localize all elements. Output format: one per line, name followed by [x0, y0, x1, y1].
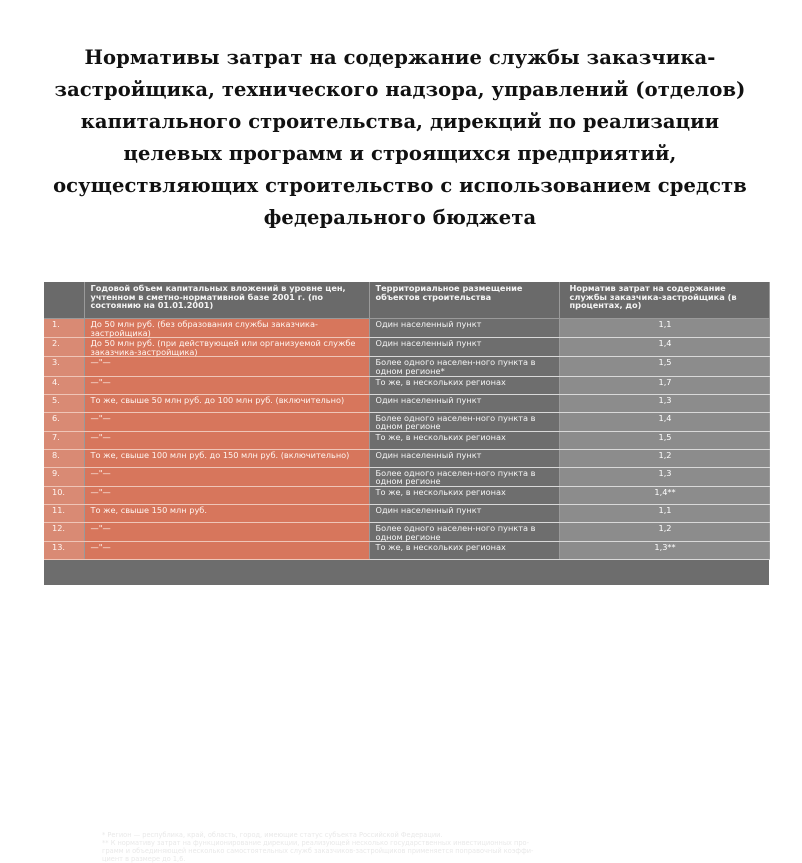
row-number-cell: 10.: [44, 486, 84, 504]
row-volume-cell: —"—: [84, 431, 369, 449]
table-body: [44, 319, 769, 560]
row-territory-cell: Более одного населен-ного пункта в одном регионе: [369, 412, 559, 431]
row-volume-cell: —"—: [84, 467, 369, 486]
table-row: [44, 338, 769, 357]
table-row: [44, 394, 769, 412]
table-header-row: [44, 282, 769, 319]
row-number-cell: 6.: [44, 412, 84, 431]
row-number-cell: 12.: [44, 522, 84, 541]
row-volume-cell: До 50 млн руб. (при действующей или организуемой службе заказчика-застройщика): [84, 338, 369, 357]
row-norm-cell: 1,1: [559, 504, 769, 522]
row-number-cell: 11.: [44, 504, 84, 522]
title-line: федерального бюджета: [263, 206, 537, 229]
row-volume-cell: —"—: [84, 376, 369, 394]
row-norm-cell: 1,4: [559, 338, 769, 357]
row-volume-cell: То же, свыше 150 млн руб.: [84, 504, 369, 522]
title-line: осуществляющих строительство с использованием средств: [53, 174, 747, 197]
row-volume-cell: —"—: [84, 522, 369, 541]
slide-title: [30, 42, 770, 234]
row-norm-cell: 1,3**: [559, 542, 769, 560]
row-territory-cell: Один населенный пункт: [369, 319, 559, 338]
row-territory-cell: То же, в нескольких регионах: [369, 486, 559, 504]
table-row: [44, 486, 769, 504]
row-number-cell: 4.: [44, 376, 84, 394]
table-footnotes: [102, 831, 802, 863]
table-row: [44, 467, 769, 486]
row-number-cell: 5.: [44, 394, 84, 412]
row-territory-cell: Более одного населен-ного пункта в одном регионе: [369, 467, 559, 486]
norms-table: [44, 282, 770, 560]
row-norm-cell: 1,4: [559, 412, 769, 431]
row-territory-cell: Более одного населен-ного пункта в одном регионе*: [369, 357, 559, 376]
table-row: [44, 431, 769, 449]
footnote: циент в размере до 1,6.: [102, 855, 186, 863]
footnote: * Регион — республика, край, область, город, имеющие статус субъекта Российской Федерации.: [102, 831, 443, 839]
table-row: [44, 504, 769, 522]
row-norm-cell: 1,3: [559, 394, 769, 412]
footnote: грамм и объединяющей несколько самостоятельных служб заказчиков-застройщиков применяется поправочный коэффи-: [102, 847, 534, 855]
title-line: целевых программ и строящихся предприятий,: [123, 142, 677, 165]
row-territory-cell: То же, в нескольких регионах: [369, 431, 559, 449]
row-territory-cell: Один населенный пункт: [369, 449, 559, 467]
row-norm-cell: 1,4**: [559, 486, 769, 504]
header-number: [44, 282, 84, 319]
row-norm-cell: 1,2: [559, 449, 769, 467]
header-norm: Норматив затрат на содержание службы заказчика-застройщика (в процентах, до): [559, 282, 769, 319]
row-volume-cell: То же, свыше 50 млн руб. до 100 млн руб. (включительно): [84, 394, 369, 412]
title-line: капитального строительства, дирекций по реализации: [80, 110, 720, 133]
header-territory: Территориальное размещение объектов строительства: [369, 282, 559, 319]
row-volume-cell: —"—: [84, 357, 369, 376]
row-number-cell: 7.: [44, 431, 84, 449]
row-territory-cell: Один населенный пункт: [369, 394, 559, 412]
row-volume-cell: —"—: [84, 486, 369, 504]
row-territory-cell: То же, в нескольких регионах: [369, 376, 559, 394]
row-number-cell: 9.: [44, 467, 84, 486]
row-number-cell: 8.: [44, 449, 84, 467]
header-volume: Годовой объем капитальных вложений в уровне цен, учтенном в сметно-нормативной базе 2001 г. (по состоянию на 01.01.2001): [84, 282, 369, 319]
row-norm-cell: 1,5: [559, 431, 769, 449]
row-volume-cell: —"—: [84, 412, 369, 431]
row-number-cell: 1.: [44, 319, 84, 338]
row-norm-cell: 1,3: [559, 467, 769, 486]
row-number-cell: 3.: [44, 357, 84, 376]
table-row: [44, 449, 769, 467]
row-norm-cell: 1,5: [559, 357, 769, 376]
table-row: [44, 542, 769, 560]
table-row: [44, 319, 769, 338]
row-volume-cell: То же, свыше 100 млн руб. до 150 млн руб. (включительно): [84, 449, 369, 467]
row-norm-cell: 1,2: [559, 522, 769, 541]
table-row: [44, 376, 769, 394]
row-norm-cell: 1,7: [559, 376, 769, 394]
row-territory-cell: То же, в нескольких регионах: [369, 542, 559, 560]
table-row: [44, 357, 769, 376]
norms-table-image: [44, 282, 769, 863]
row-volume-cell: —"—: [84, 542, 369, 560]
row-territory-cell: Один населенный пункт: [369, 504, 559, 522]
footnote: ** К нормативу затрат на функционирование дирекции, реализующей несколько государственных инвестиционных про-: [102, 839, 529, 847]
row-territory-cell: Один населенный пункт: [369, 338, 559, 357]
title-line: застройщика, технического надзора, управлений (отделов): [54, 78, 746, 101]
row-territory-cell: Более одного населен-ного пункта в одном регионе: [369, 522, 559, 541]
row-volume-cell: До 50 млн руб. (без образования службы заказчика-застройщика): [84, 319, 369, 338]
table-row: [44, 412, 769, 431]
row-number-cell: 2.: [44, 338, 84, 357]
row-number-cell: 13.: [44, 542, 84, 560]
table-row: [44, 522, 769, 541]
row-norm-cell: 1,1: [559, 319, 769, 338]
title-line: Нормативы затрат на содержание службы заказчика-: [84, 46, 716, 69]
